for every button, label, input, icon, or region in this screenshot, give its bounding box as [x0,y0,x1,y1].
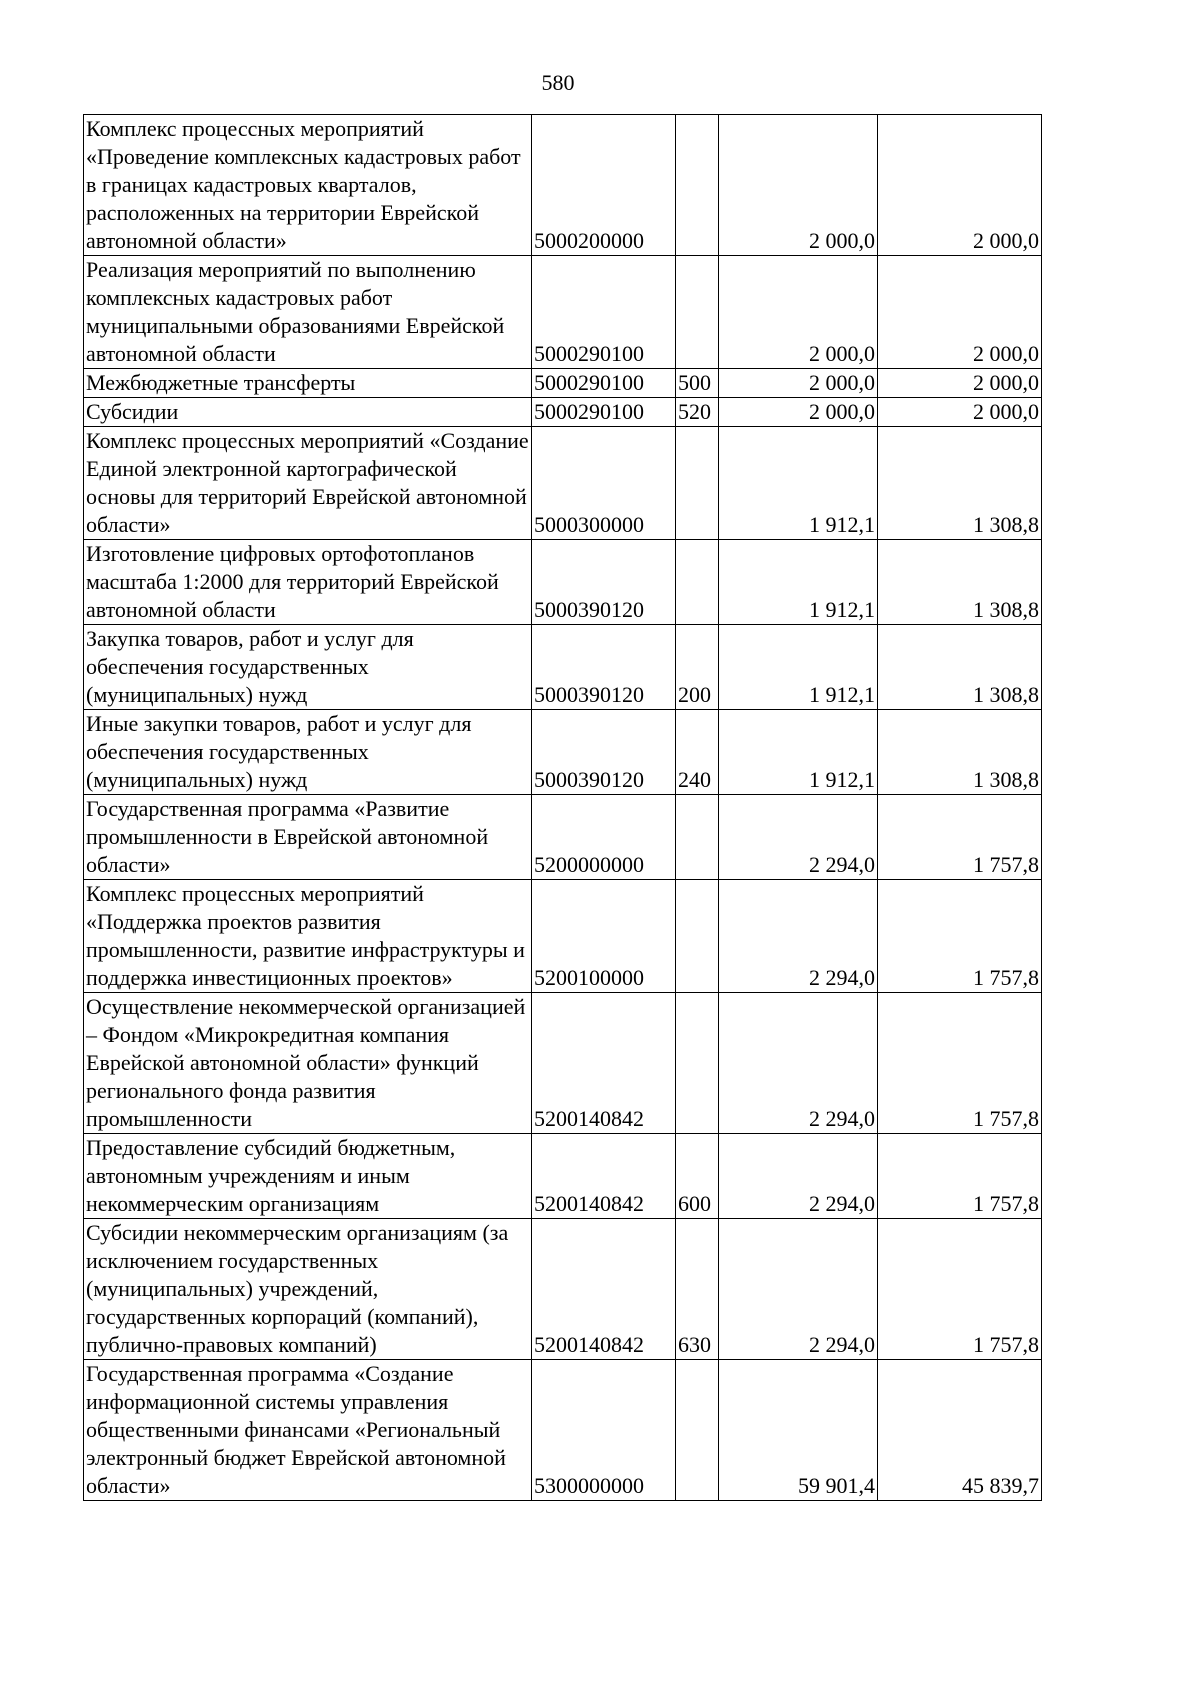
row-code: 5200100000 [532,880,676,993]
row-name: Субсидии [84,398,532,427]
row-code: 5200140842 [532,1134,676,1219]
row-vr: 630 [676,1219,719,1360]
row-sum-2: 1 757,8 [878,880,1042,993]
row-sum-2: 1 757,8 [878,1134,1042,1219]
row-sum-2: 2 000,0 [878,256,1042,369]
row-code: 5000290100 [532,256,676,369]
row-code: 5000290100 [532,398,676,427]
table-row [84,795,1042,880]
row-sum-1: 2 000,0 [719,398,878,427]
row-vr [676,880,719,993]
row-vr [676,256,719,369]
row-sum-2: 1 308,8 [878,625,1042,710]
row-code: 5200140842 [532,1219,676,1360]
row-sum-2: 1 308,8 [878,427,1042,540]
row-name: Комплекс процессных мероприятий «Поддержка проектов развития промышленности, развитие инфраструктуры и поддержка инвестиционных проектов» [84,880,532,993]
table-row [84,880,1042,993]
row-vr [676,993,719,1134]
row-name: Комплекс процессных мероприятий «Проведение комплексных кадастровых работ в границах кадастровых кварталов, расположенных на территории Еврейской автономной области» [84,115,532,256]
row-name: Государственная программа «Создание информационной системы управления общественными финансами «Региональный электронный бюджет Еврейской автономной области» [84,1360,532,1501]
table-row [84,625,1042,710]
row-code: 5000390120 [532,710,676,795]
row-sum-2: 1 308,8 [878,710,1042,795]
row-vr: 240 [676,710,719,795]
row-sum-1: 1 912,1 [719,427,878,540]
row-sum-1: 2 000,0 [719,369,878,398]
table-row [84,1134,1042,1219]
row-sum-1: 2 294,0 [719,993,878,1134]
row-sum-1: 1 912,1 [719,710,878,795]
table-row [84,398,1042,427]
row-code: 5000390120 [532,625,676,710]
row-vr: 520 [676,398,719,427]
row-vr [676,540,719,625]
table-row [84,256,1042,369]
row-sum-1: 2 000,0 [719,115,878,256]
row-code: 5200000000 [532,795,676,880]
row-sum-1: 2 000,0 [719,256,878,369]
row-code: 5000200000 [532,115,676,256]
row-sum-2: 2 000,0 [878,369,1042,398]
row-name: Государственная программа «Развитие промышленности в Еврейской автономной области» [84,795,532,880]
row-sum-1: 1 912,1 [719,625,878,710]
row-sum-2: 1 757,8 [878,795,1042,880]
row-vr: 500 [676,369,719,398]
row-vr [676,1360,719,1501]
row-sum-1: 2 294,0 [719,1219,878,1360]
row-name: Комплекс процессных мероприятий «Создание Единой электронной картографической основы для территорий Еврейской автономной области» [84,427,532,540]
row-code: 5000300000 [532,427,676,540]
row-code: 5200140842 [532,993,676,1134]
row-sum-1: 59 901,4 [719,1360,878,1501]
row-code: 5000290100 [532,369,676,398]
table-row [84,1219,1042,1360]
row-sum-2: 2 000,0 [878,398,1042,427]
table-row [84,427,1042,540]
row-sum-1: 2 294,0 [719,795,878,880]
row-sum-2: 1 757,8 [878,993,1042,1134]
row-vr [676,795,719,880]
row-vr: 600 [676,1134,719,1219]
row-sum-1: 2 294,0 [719,1134,878,1219]
row-vr: 200 [676,625,719,710]
page-number: 580 [541,70,575,95]
row-code: 5300000000 [532,1360,676,1501]
budget-table [83,114,1042,1501]
table-row [84,369,1042,398]
row-code: 5000390120 [532,540,676,625]
table-row [84,540,1042,625]
table-row [84,993,1042,1134]
row-vr [676,427,719,540]
row-name: Реализация мероприятий по выполнению комплексных кадастровых работ муниципальными образованиями Еврейской автономной области [84,256,532,369]
row-name: Осуществление некоммерческой организацией – Фондом «Микрокредитная компания Еврейской автономной области» функций регионального фонда развития промышленности [84,993,532,1134]
row-sum-1: 2 294,0 [719,880,878,993]
row-sum-2: 45 839,7 [878,1360,1042,1501]
row-name: Закупка товаров, работ и услуг для обеспечения государственных (муниципальных) нужд [84,625,532,710]
table-row [84,710,1042,795]
row-sum-2: 1 308,8 [878,540,1042,625]
row-name: Межбюджетные трансферты [84,369,532,398]
row-vr [676,115,719,256]
row-name: Изготовление цифровых ортофотопланов масштаба 1:2000 для территорий Еврейской автономной области [84,540,532,625]
row-sum-2: 2 000,0 [878,115,1042,256]
row-sum-1: 1 912,1 [719,540,878,625]
table-row [84,115,1042,256]
table-row [84,1360,1042,1501]
row-name: Предоставление субсидий бюджетным, автономным учреждениям и иным некоммерческим организациям [84,1134,532,1219]
row-name: Субсидии некоммерческим организациям (за исключением государственных (муниципальных) учреждений, государственных корпораций (компаний), публично-правовых компаний) [84,1219,532,1360]
row-name: Иные закупки товаров, работ и услуг для обеспечения государственных (муниципальных) нужд [84,710,532,795]
row-sum-2: 1 757,8 [878,1219,1042,1360]
